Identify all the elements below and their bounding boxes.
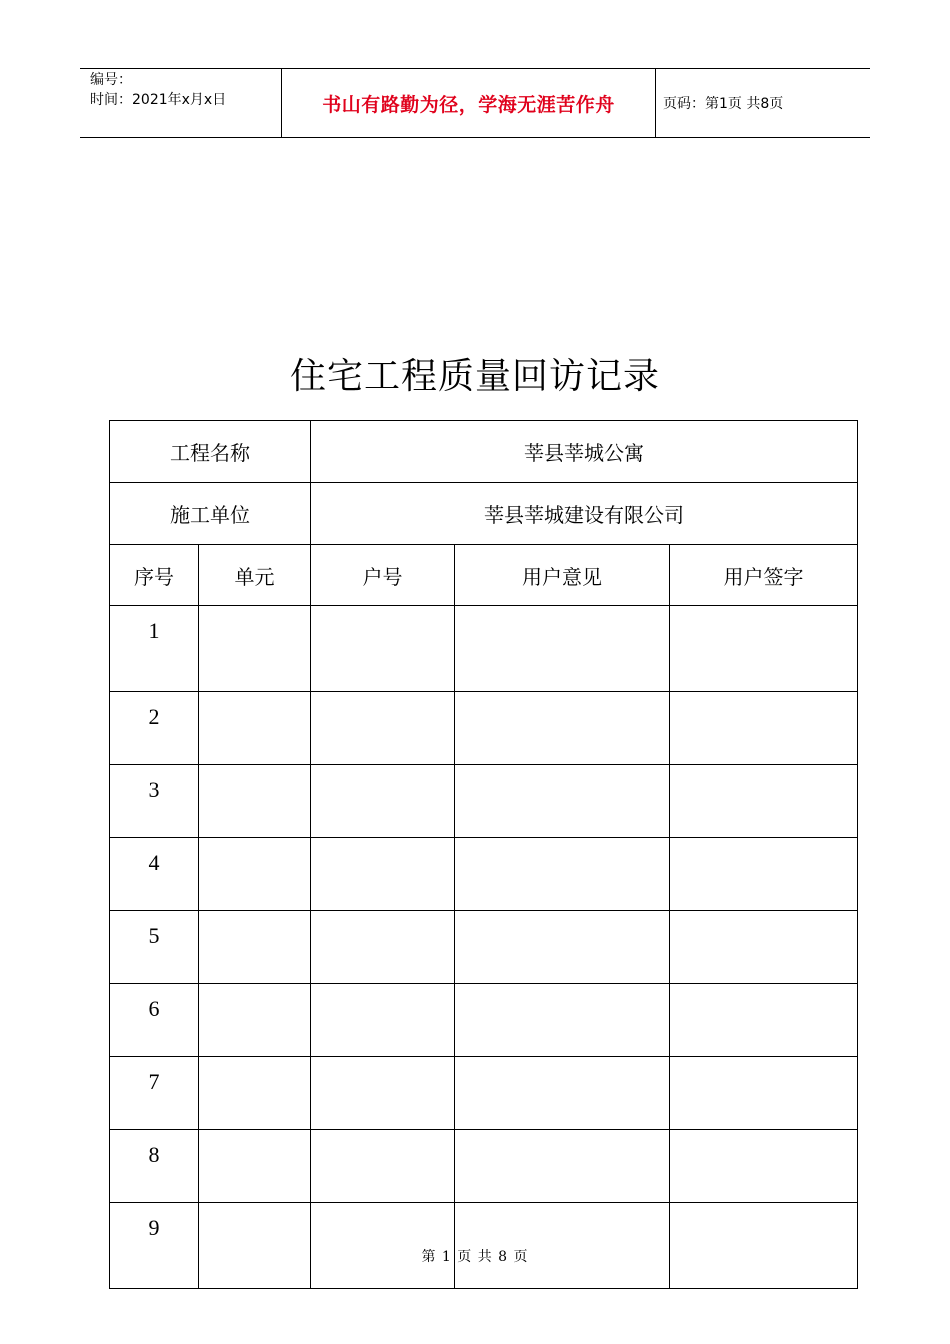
page-header [80, 68, 870, 138]
unit-cell[interactable] [199, 1057, 311, 1130]
row-number: 7 [110, 1057, 199, 1130]
document-title: 住宅工程质量回访记录 [289, 356, 660, 397]
unit-cell[interactable] [199, 984, 311, 1057]
opinion-cell[interactable] [455, 1057, 670, 1130]
row-number: 1 [110, 606, 199, 692]
household-cell[interactable] [311, 1057, 455, 1130]
contractor-label: 施工单位 [110, 483, 311, 545]
signature-cell[interactable] [670, 838, 858, 911]
unit-cell[interactable] [199, 911, 311, 984]
household-cell[interactable] [311, 911, 455, 984]
project-name-value: 莘县莘城公寓 [311, 421, 858, 483]
header-motto-cell [281, 69, 656, 137]
table-row [110, 838, 858, 911]
table-row [110, 606, 858, 692]
signature-cell[interactable] [670, 606, 858, 692]
signature-cell[interactable] [670, 765, 858, 838]
household-cell[interactable] [311, 606, 455, 692]
header-meta [80, 69, 281, 137]
column-header-household: 户号 [311, 545, 455, 606]
opinion-cell[interactable] [455, 765, 670, 838]
contractor-row [110, 483, 858, 545]
unit-cell[interactable] [199, 765, 311, 838]
row-number: 8 [110, 1130, 199, 1203]
signature-cell[interactable] [670, 984, 858, 1057]
table-row [110, 765, 858, 838]
header-page-cell [655, 69, 870, 137]
table-row [110, 1057, 858, 1130]
unit-cell[interactable] [199, 606, 311, 692]
document-number: 编号： [90, 72, 132, 88]
row-number: 4 [110, 838, 199, 911]
signature-cell[interactable] [670, 1057, 858, 1130]
opinion-cell[interactable] [455, 606, 670, 692]
header-page-info: 页码：第1页 共8页 [663, 96, 784, 112]
table-row [110, 911, 858, 984]
unit-cell[interactable] [199, 1130, 311, 1203]
table-row [110, 692, 858, 765]
table-row [110, 984, 858, 1057]
household-cell[interactable] [311, 692, 455, 765]
signature-cell[interactable] [670, 1130, 858, 1203]
signature-cell[interactable] [670, 911, 858, 984]
household-cell[interactable] [311, 984, 455, 1057]
unit-cell[interactable] [199, 838, 311, 911]
column-header-unit: 单元 [199, 545, 311, 606]
table-row [110, 1130, 858, 1203]
row-number: 3 [110, 765, 199, 838]
document-time: 时间：2021年x月x日 [90, 92, 227, 108]
column-header-row [110, 545, 858, 606]
signature-cell[interactable] [670, 692, 858, 765]
contractor-value: 莘县莘城建设有限公司 [311, 483, 858, 545]
row-number: 5 [110, 911, 199, 984]
opinion-cell[interactable] [455, 984, 670, 1057]
project-name-row [110, 421, 858, 483]
row-number: 9 [110, 1203, 199, 1289]
column-header-opinion: 用户意见 [455, 545, 670, 606]
opinion-cell[interactable] [455, 692, 670, 765]
row-number: 6 [110, 984, 199, 1057]
unit-cell[interactable] [199, 692, 311, 765]
header-motto: 书山有路勤为径，学海无涯苦作舟 [322, 93, 615, 116]
project-name-label: 工程名称 [110, 421, 311, 483]
household-cell[interactable] [311, 838, 455, 911]
household-cell[interactable] [311, 1130, 455, 1203]
opinion-cell[interactable] [455, 838, 670, 911]
household-cell[interactable] [311, 765, 455, 838]
row-number: 2 [110, 692, 199, 765]
column-header-signature: 用户签字 [670, 545, 858, 606]
opinion-cell[interactable] [455, 1130, 670, 1203]
record-table [109, 420, 858, 1289]
column-header-index: 序号 [110, 545, 199, 606]
page-footer: 第 1 页 共 8 页 [421, 1249, 529, 1265]
opinion-cell[interactable] [455, 911, 670, 984]
